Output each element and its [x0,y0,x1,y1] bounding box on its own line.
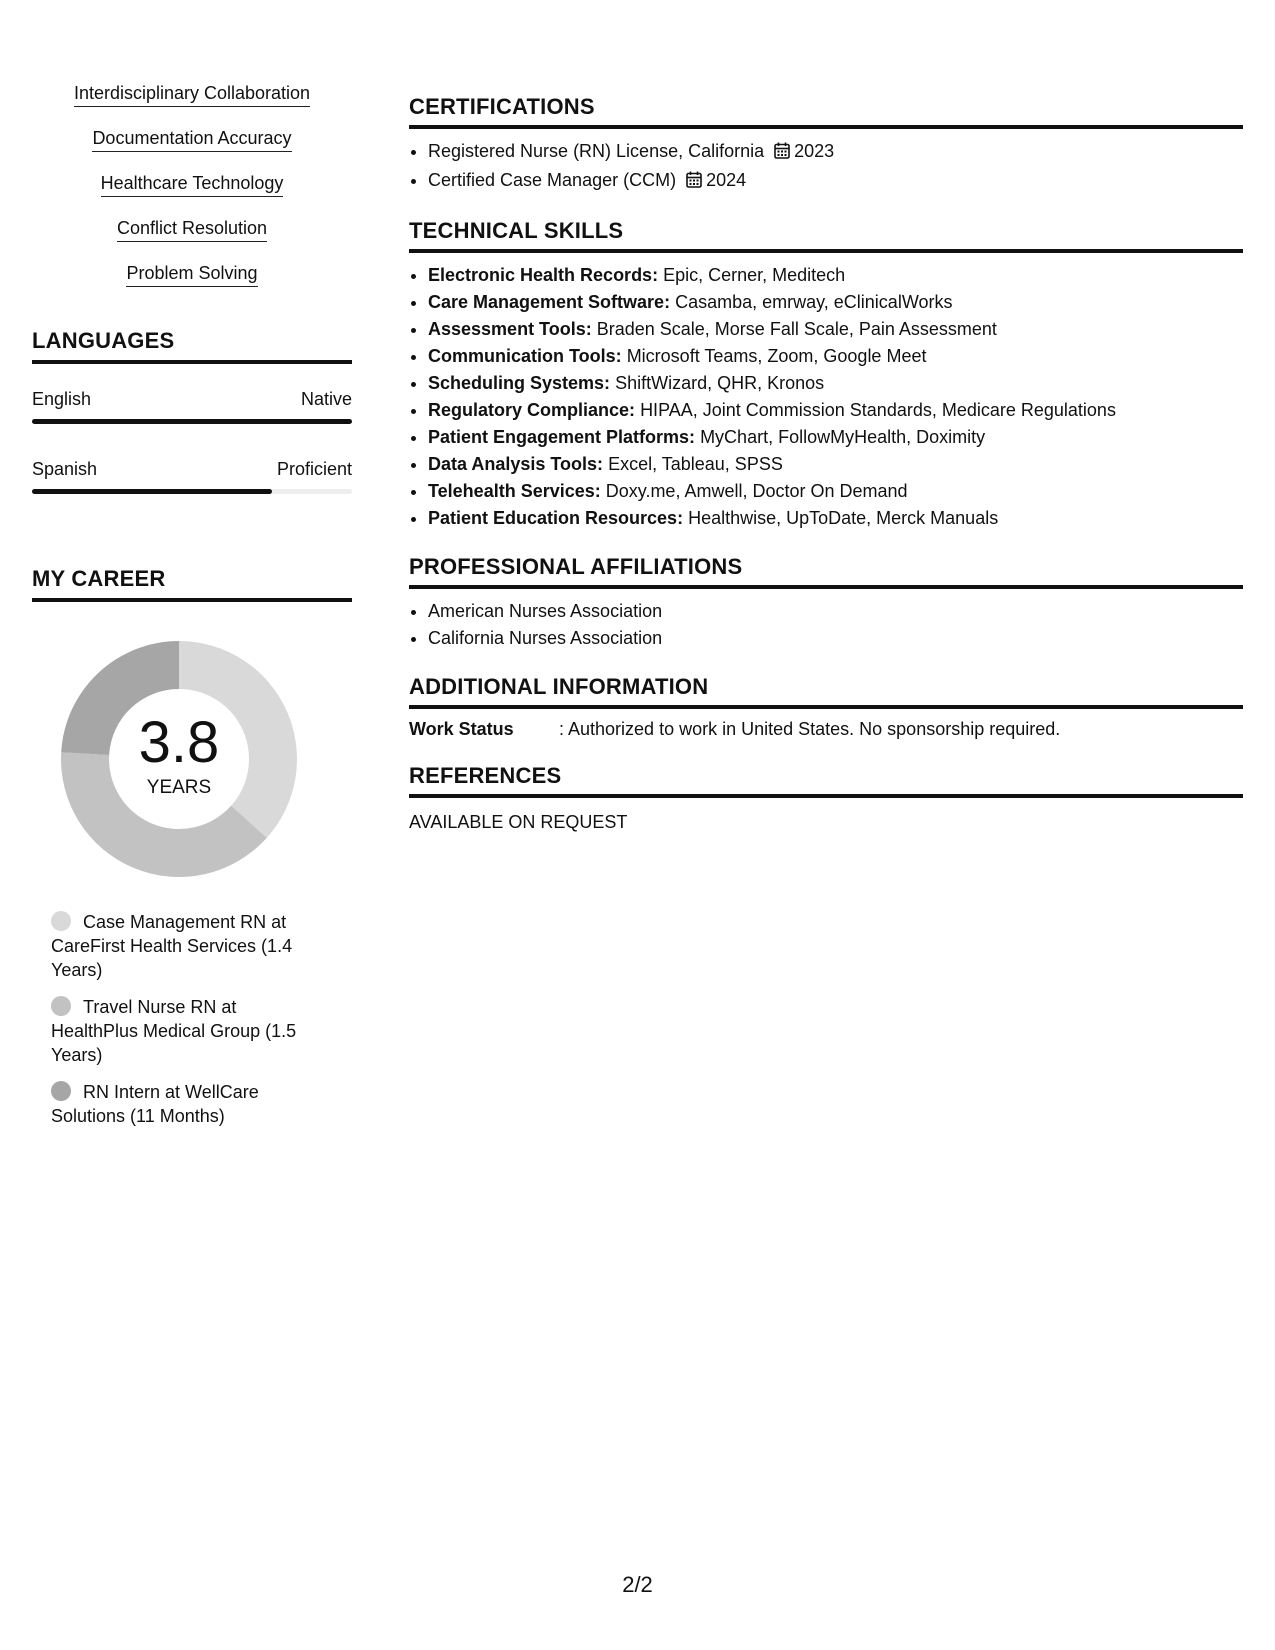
skill-category: Patient Engagement Platforms: [428,427,696,447]
skill-category: Electronic Health Records: [428,265,659,285]
skill-tools: Doxy.me, Amwell, Doctor On Demand [605,481,908,501]
language-row [32,388,352,424]
career-total-value: 3.8 [138,710,220,775]
additional-info-section [409,674,1243,741]
legend-dot-icon [51,1081,71,1101]
technical-skill-item [428,262,1243,289]
language-name: English [32,389,92,409]
technical-skill-item [428,370,1243,397]
language-name: Spanish [32,459,98,479]
affiliation-item: • American Nurses Association [428,598,1243,625]
skill-item [32,217,352,262]
languages-section [32,328,352,494]
work-status-value: : Authorized to work in United States. No sponsorship required. [559,719,1061,739]
skill-tag: Documentation Accuracy [92,127,291,152]
affiliation-item: • California Nurses Association [428,625,1243,652]
languages-heading: LANGUAGES [32,328,352,364]
skill-tools: Epic, Cerner, Meditech [663,265,846,285]
technical-skill-item [428,424,1243,451]
skill-category: Communication Tools: [428,346,622,366]
certifications-list [409,138,1243,196]
certifications-heading: CERTIFICATIONS [409,94,1243,129]
additional-info-heading: ADDITIONAL INFORMATION [409,674,1243,709]
skill-item [32,127,352,172]
career-legend-label: Travel Nurse RN at HealthPlus Medical Group (1.5 Years) [51,997,297,1065]
skill-tag: Healthcare Technology [101,172,284,197]
career-donut-chart [54,634,304,884]
work-status-label: Work Status [409,719,514,739]
skill-tools: HIPAA, Joint Commission Standards, Medicare Regulations [640,400,1116,420]
certification-item [428,138,1243,167]
skill-category: Scheduling Systems: [428,373,611,393]
career-legend-label: RN Intern at WellCare Solutions (11 Months) [51,1082,259,1126]
affiliations-section [409,554,1243,652]
technical-skill-item [428,505,1243,532]
career-legend [51,910,316,1128]
skill-item [32,172,352,217]
donut-center [54,634,304,884]
calendar-icon [774,140,790,167]
calendar-icon [686,169,702,196]
skill-tools: ShiftWizard, QHR, Kronos [615,373,825,393]
legend-dot-icon [51,911,71,931]
skill-tools: Microsoft Teams, Zoom, Google Meet [626,346,927,366]
skill-tag: Interdisciplinary Collaboration [74,82,310,107]
certification-name: Certified Case Manager (CCM) [428,170,677,190]
career-heading: MY CAREER [32,566,352,602]
skill-category: Telehealth Services: [428,481,601,501]
right-column [409,94,1243,856]
technical-skill-item [428,451,1243,478]
technical-skills-section [409,218,1243,532]
skill-item [32,82,352,127]
references-heading: REFERENCES [409,763,1243,798]
certification-name: Registered Nurse (RN) License, California [428,141,765,161]
references-section [409,763,1243,834]
technical-skill-item [428,397,1243,424]
language-level: Native [300,389,352,409]
skill-tools: Excel, Tableau, SPSS [608,454,783,474]
skill-tools: MyChart, FollowMyHealth, Doximity [700,427,986,447]
career-total-unit: YEARS [146,777,212,798]
language-bar [32,419,352,424]
language-level: Proficient [276,459,352,479]
technical-skill-item [428,478,1243,505]
career-legend-label: Case Management RN at CareFirst Health Services (1.4 Years) [51,912,293,980]
skills-list [32,82,352,307]
skill-item [32,262,352,307]
career-legend-item [51,910,316,982]
certification-year: 2023 [794,141,835,161]
skill-category: Patient Education Resources: [428,508,684,528]
certification-year: 2024 [706,170,747,190]
left-column [32,82,352,1141]
certifications-section [409,94,1243,196]
technical-skill-item [428,316,1243,343]
skill-tools: Healthwise, UpToDate, Merck Manuals [688,508,999,528]
language-bar-fill [32,419,352,424]
technical-skill-item [428,343,1243,370]
references-text: AVAILABLE ON REQUEST [409,812,628,832]
legend-dot-icon [51,996,71,1016]
skill-tools: Casamba, emrway, eClinicalWorks [675,292,953,312]
career-legend-item [51,1080,316,1128]
skill-category: Regulatory Compliance: [428,400,636,420]
career-section [32,566,352,1128]
technical-skills-heading: TECHNICAL SKILLS [409,218,1243,253]
language-bar-fill [32,489,272,494]
language-bar [32,489,352,494]
technical-skills-list [409,262,1243,532]
skill-tag: Conflict Resolution [117,217,267,242]
certification-item [428,167,1243,196]
technical-skill-item [428,289,1243,316]
page-number: 2/2 [622,1572,653,1597]
skill-tools: Braden Scale, Morse Fall Scale, Pain Assessment [596,319,997,339]
skill-tag: Problem Solving [126,262,257,287]
skill-category: Assessment Tools: [428,319,592,339]
work-status-row [409,717,1243,741]
affiliations-list [409,598,1243,652]
skill-category: Care Management Software: [428,292,671,312]
career-legend-item [51,995,316,1067]
skill-category: Data Analysis Tools: [428,454,604,474]
language-row [32,458,352,494]
affiliations-heading: PROFESSIONAL AFFILIATIONS [409,554,1243,589]
